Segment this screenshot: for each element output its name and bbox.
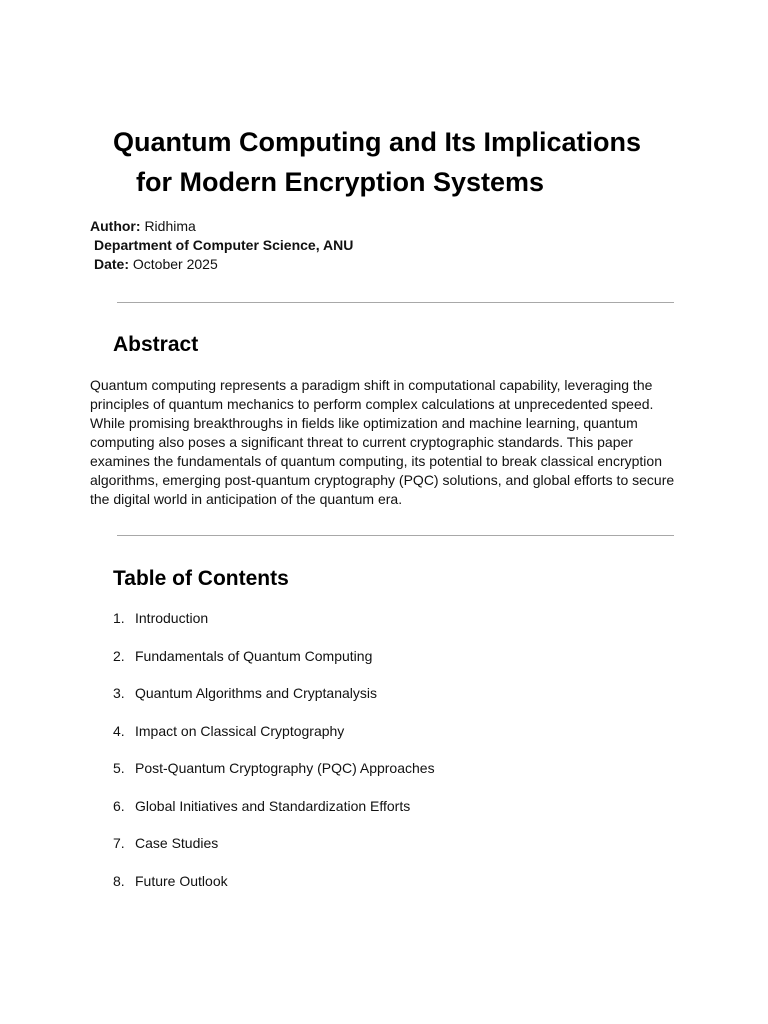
divider-bottom xyxy=(117,535,674,536)
author-name: Ridhima xyxy=(144,218,196,234)
toc-item-label: Case Studies xyxy=(135,835,219,851)
document-title-line-2: for Modern Encryption Systems xyxy=(136,167,545,197)
toc-item-fundamentals xyxy=(113,646,435,684)
department-line: Department of Computer Science, ANU xyxy=(94,237,354,253)
toc-item-label: Quantum Algorithms and Cryptanalysis xyxy=(135,685,377,701)
toc-item-number: 8. xyxy=(113,872,125,889)
toc-item-label: Post-Quantum Cryptography (PQC) Approaches xyxy=(135,760,435,776)
toc-item-future-outlook xyxy=(113,871,435,909)
toc-item-pqc xyxy=(113,758,435,796)
toc-item-global-initiatives xyxy=(113,796,435,834)
date-label: Date: xyxy=(94,256,130,272)
toc-item-label: Future Outlook xyxy=(135,872,228,889)
abstract-heading: Abstract xyxy=(113,333,199,356)
toc-item-label: Fundamentals of Quantum Computing xyxy=(135,647,373,664)
toc-item-algorithms xyxy=(113,683,435,721)
toc-item-impact xyxy=(113,721,435,759)
toc-item-case-studies xyxy=(113,833,435,871)
toc-item-label: Global Initiatives and Standardization Efforts xyxy=(135,797,411,814)
author-label: Author: xyxy=(90,218,141,234)
document-title-line-1: Quantum Computing and Its Implications xyxy=(113,127,642,157)
toc-item-label: Introduction xyxy=(135,610,209,626)
date-line xyxy=(94,255,218,274)
author-line xyxy=(90,217,196,236)
document-title xyxy=(113,122,733,202)
toc-item-number: 3. xyxy=(113,685,125,701)
toc-item-number: 5. xyxy=(113,760,125,776)
toc-list xyxy=(113,608,435,908)
toc-item-number: 6. xyxy=(113,797,125,814)
toc-item-introduction xyxy=(113,608,435,646)
date-value: October 2025 xyxy=(132,256,218,272)
toc-item-number: 7. xyxy=(113,835,125,851)
toc-item-number: 2. xyxy=(113,647,125,664)
toc-item-number: 1. xyxy=(113,610,125,626)
abstract-body: Quantum computing represents a paradigm shift in computational capability, leveraging the principles of quantum mechanics to perform complex calculations at unprecedented speed. While promising breakthroughs in fields like optimization and machine learning, quantum computing also poses a significant threat to current cryptographic standards. This paper examines the fundamentals of quantum computing, its potential to break classical encryption algorithms, emerging post-quantum cryptography (PQC) solutions, and global efforts to secure the digital world in anticipation of the quantum era. xyxy=(90,377,675,507)
divider-top xyxy=(117,302,674,303)
toc-item-number: 4. xyxy=(113,722,125,739)
toc-heading: Table of Contents xyxy=(113,567,289,590)
toc-item-label: Impact on Classical Cryptography xyxy=(135,722,345,739)
